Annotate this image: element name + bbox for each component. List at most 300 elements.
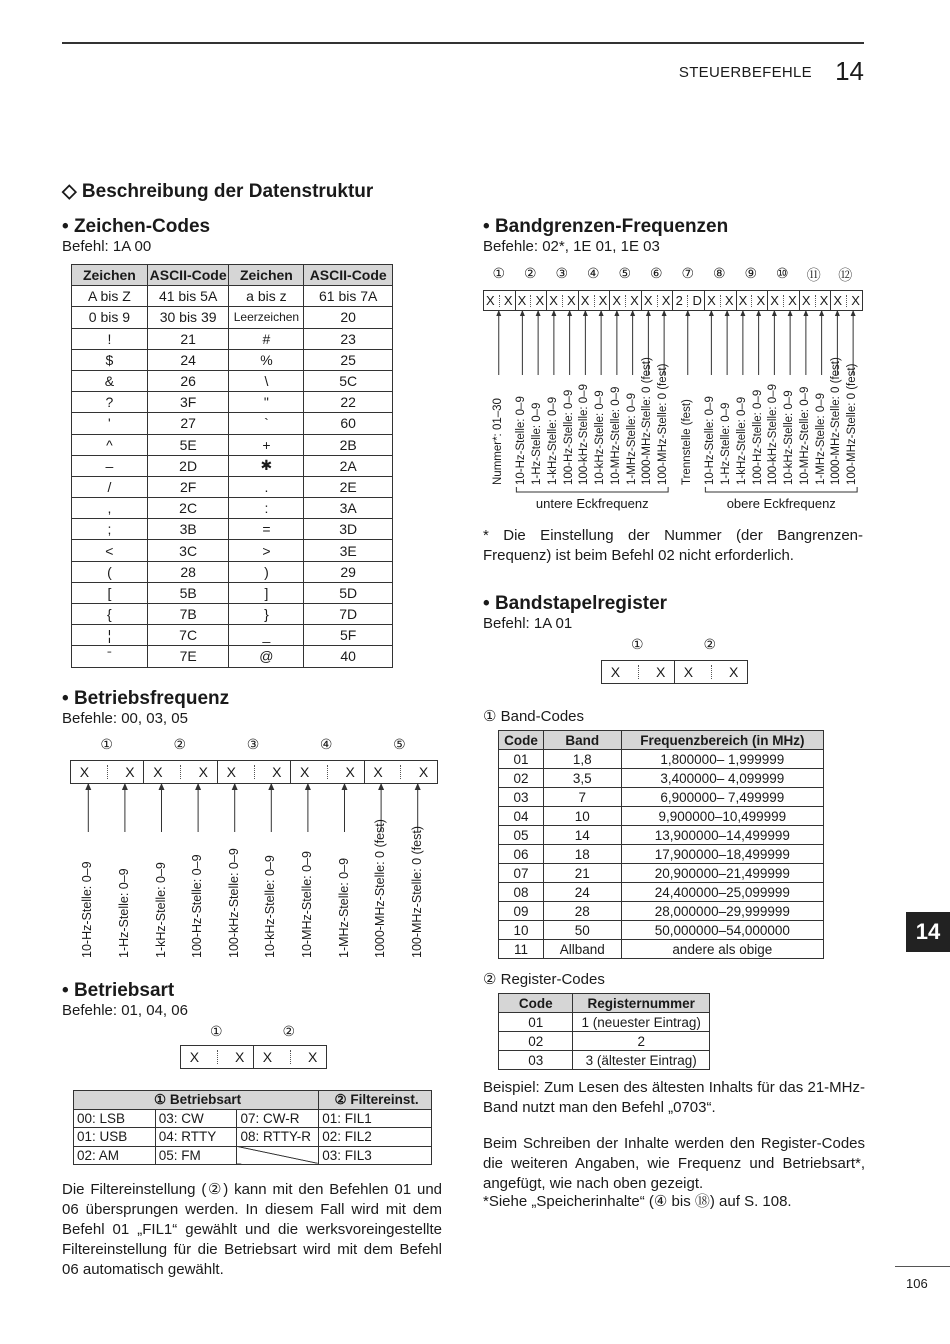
position-number: ④ [586, 265, 600, 281]
zeichen-cell: 26 [147, 370, 229, 391]
betriebsart-cell: 01: FIL1 [319, 1109, 432, 1128]
band-code-cell: 07 [499, 864, 544, 883]
section-label: STEUERBEFEHLE [678, 64, 812, 81]
digit-label: 1000-MHz-Stelle: 0 (fest) [373, 819, 388, 958]
arrow-head [583, 310, 588, 316]
zeichen-cell: 5D [304, 582, 393, 603]
digit-char: X [226, 764, 236, 780]
zeichen-cell: % [229, 349, 304, 370]
position-number: ⑨ [744, 265, 758, 281]
digit-label: 1-kHz-Stelle: 0–9 [735, 396, 748, 485]
bandgrenzen-title: • Bandgrenzen-Frequenzen [483, 216, 729, 237]
arrow-head [725, 310, 730, 316]
digit-label: 100-Hz-Stelle: 0–9 [190, 854, 205, 958]
betriebsfrequenz-title: • Betriebsfrequenz [62, 688, 230, 709]
betriebsart-row [74, 1146, 432, 1165]
digit-char: X [272, 764, 282, 780]
band-code-cell: 28,000000–29,999999 [621, 902, 823, 921]
zeichen-cell: / [72, 476, 148, 497]
digit-char: X [189, 1049, 200, 1065]
zeichen-cell: A bis Z [72, 286, 148, 307]
zeichen-row [72, 604, 393, 625]
register-code-row [499, 1013, 710, 1032]
band-code-cell: 50,000000–54,000000 [621, 921, 823, 940]
digit-char: X [79, 764, 90, 780]
zeichen-cell: 7D [304, 604, 393, 625]
zeichen-cell: 27 [147, 413, 229, 434]
zeichen-cell: 2D [147, 455, 229, 476]
band-code-row [499, 845, 824, 864]
digit-char: X [630, 293, 639, 308]
zeichen-cell: 41 bis 5A [147, 286, 229, 307]
digit-char: X [833, 293, 843, 308]
zeichen-row [72, 561, 393, 582]
bandstapel-command: Befehl: 1A 01 [483, 615, 573, 632]
zeichen-header-cell: Zeichen [229, 265, 304, 286]
digit-label: 1-Hz-Stelle: 0–9 [531, 402, 544, 485]
arrow-head [630, 310, 635, 316]
zeichen-command: Befehl: 1A 00 [62, 238, 152, 255]
arrow-head [803, 310, 808, 316]
zeichen-cell: ] [229, 582, 304, 603]
position-number: ① [100, 736, 113, 752]
zeichen-cell: 3C [147, 540, 229, 561]
zeichen-row [72, 370, 393, 391]
main-title: ◇ Beschreibung der Datenstruktur [62, 181, 374, 202]
bandgrenzen-diagram [483, 265, 867, 515]
digit-char: D [692, 293, 702, 308]
empty-cell [237, 1146, 319, 1165]
position-number: ② [173, 736, 187, 752]
band-code-cell: 1,800000– 1,999999 [621, 750, 823, 769]
register-code-cell: 02 [499, 1032, 573, 1051]
digit-char: X [567, 293, 576, 308]
zeichen-cell: 3B [147, 519, 229, 540]
position-number: ② [703, 636, 717, 652]
zeichen-cell: ✱ [229, 455, 304, 476]
band-code-cell: 10 [543, 807, 621, 826]
digit-label: Trennstelle (fest) [680, 399, 693, 485]
example-text: Beispiel: Zum Lesen des ältesten Inhalts für das 21-MHz-Band nutzt man den Befehl „0703“. [483, 1079, 865, 1116]
lower-freq-label: untere Eckfrequenz [535, 496, 649, 511]
digit-pair [602, 661, 675, 683]
register-code-cell: 3 (ältester Eintrag) [573, 1051, 710, 1070]
register-code-header-cell: Code [499, 994, 573, 1013]
digit-label: 1-kHz-Stelle: 0–9 [546, 396, 559, 485]
zeichen-cell: 2B [304, 434, 393, 455]
betriebsart-cell: 02: FIL2 [319, 1128, 432, 1147]
band-code-header-cell: Frequenzbereich (in MHz) [621, 731, 823, 750]
arrow-head [788, 310, 793, 316]
arrow-head [599, 310, 604, 316]
filter-header: ② Filtereinst. [319, 1091, 432, 1110]
zeichen-cell: } [229, 604, 304, 625]
lower-bracket [516, 487, 668, 492]
zeichen-cell: 3F [147, 392, 229, 413]
betriebsart-cell: 07: CW-R [237, 1109, 319, 1128]
digit-char: X [738, 293, 748, 308]
arrow-head [195, 783, 201, 790]
arrow-head [232, 783, 238, 790]
register-code-cell: 1 (neuester Eintrag) [573, 1013, 710, 1032]
page-number-rule [895, 1266, 950, 1267]
arrow-head [709, 310, 714, 316]
zeichen-cell: ( [72, 561, 148, 582]
register-codes-title: ② Register-Codes [483, 971, 605, 988]
band-code-row [499, 864, 824, 883]
band-code-row [499, 750, 824, 769]
digit-label: 1000-MHz-Stelle: 0 (fest) [830, 357, 843, 485]
register-codes-table [498, 993, 710, 1070]
zeichen-cell: < [72, 540, 148, 561]
digit-char: X [373, 764, 383, 780]
zeichen-cell: Leerzeichen [229, 307, 304, 328]
digit-char: X [307, 1049, 318, 1065]
digit-label: 1-kHz-Stelle: 0–9 [153, 862, 168, 958]
zeichen-cell: – [72, 455, 148, 476]
digit-label: 10-MHz-Stelle: 0–9 [609, 386, 622, 485]
zeichen-row [72, 328, 393, 349]
header-rule [62, 42, 864, 44]
zeichen-header-cell: Zeichen [72, 265, 148, 286]
digit-char: X [756, 293, 766, 308]
band-code-cell: 24,400000–25,099999 [621, 883, 823, 902]
zeichen-row [72, 519, 393, 540]
digit-char: X [610, 664, 621, 680]
arrow-head [122, 783, 128, 790]
digit-char: X [770, 293, 779, 308]
digit-label: 10-Hz-Stelle: 0–9 [80, 861, 95, 958]
digit-label: 1-Hz-Stelle: 0–9 [720, 402, 733, 485]
register-code-header-cell: Registernummer [573, 994, 710, 1013]
zeichen-row [72, 540, 393, 561]
zeichen-cell: , [72, 498, 148, 519]
betriebsart-table [73, 1090, 432, 1165]
arrow-head [415, 783, 421, 790]
band-code-cell: 3,400000– 4,099999 [621, 769, 823, 788]
position-number: ⑦ [681, 265, 695, 281]
zeichen-cell: @ [229, 646, 304, 667]
zeichen-cell: 21 [147, 328, 229, 349]
zeichen-cell: 7C [147, 625, 229, 646]
digit-char: X [655, 664, 666, 680]
position-number: ③ [555, 265, 569, 281]
band-codes-table [498, 730, 824, 959]
position-number: ① [492, 265, 506, 281]
band-code-header-cell: Code [499, 731, 544, 750]
band-code-cell: 11 [499, 940, 544, 959]
zeichen-row [72, 286, 393, 307]
betriebsart-cell: 08: RTTY-R [237, 1128, 319, 1147]
betriebsart-row [74, 1128, 432, 1147]
digit-separator [638, 665, 639, 679]
digit-char: X [580, 293, 590, 308]
band-code-row [499, 826, 824, 845]
zeichen-cell: [ [72, 582, 148, 603]
betriebsart-title: • Betriebsart [62, 980, 175, 1001]
digit-char: X [198, 764, 208, 780]
register-code-cell: 2 [573, 1032, 710, 1051]
betriebsart-diagram [180, 1023, 326, 1071]
betriebsart-cell: 01: USB [74, 1128, 156, 1147]
zeichen-cell: 7B [147, 604, 229, 625]
zeichen-cell: 5E [147, 434, 229, 455]
zeichen-cell: 61 bis 7A [304, 286, 393, 307]
band-code-cell: 04 [499, 807, 544, 826]
arrow-head [85, 783, 91, 790]
digit-char: X [153, 764, 163, 780]
arrow-head [268, 783, 274, 790]
zeichen-cell: . [229, 476, 304, 497]
digit-label: 1-MHz-Stelle: 0–9 [814, 392, 827, 485]
digit-label: Nummer*: 01–30 [491, 398, 504, 485]
zeichen-row [72, 498, 393, 519]
arrow-head [819, 310, 824, 316]
betriebsart-cell: 00: LSB [74, 1109, 156, 1128]
zeichen-cell: 20 [304, 307, 393, 328]
digit-char: X [300, 764, 310, 780]
band-code-row [499, 940, 824, 959]
band-code-cell: 20,900000–21,499999 [621, 864, 823, 883]
register-code-row [499, 1032, 710, 1051]
digit-char: X [598, 293, 608, 308]
arrow-head [536, 310, 541, 316]
digit-char: X [517, 293, 527, 308]
zeichen-cell: : [229, 498, 304, 519]
band-code-cell: Allband [543, 940, 621, 959]
digit-char: X [643, 293, 653, 308]
zeichen-cell: 29 [304, 561, 393, 582]
band-code-cell: 28 [543, 902, 621, 921]
digit-separator [217, 1050, 218, 1064]
band-code-cell: 1,8 [543, 750, 621, 769]
zeichen-cell: 5F [304, 625, 393, 646]
digit-char: X [801, 293, 811, 308]
digit-label: 1-Hz-Stelle: 0–9 [116, 868, 131, 958]
zeichen-cell: = [229, 519, 304, 540]
zeichen-table [71, 264, 393, 668]
register-code-row [499, 1051, 710, 1070]
band-code-row [499, 769, 824, 788]
zeichen-cell: + [229, 434, 304, 455]
digit-label: 100-MHz-Stelle: 0 (fest) [657, 363, 670, 485]
zeichen-cell: 7E [147, 646, 229, 667]
band-code-header-cell: Band [543, 731, 621, 750]
register-code-cell: 03 [499, 1051, 573, 1070]
chapter-tab: 14 [906, 912, 950, 952]
zeichen-cell: 28 [147, 561, 229, 582]
position-number: ② [523, 265, 537, 281]
band-code-cell: 05 [499, 826, 544, 845]
betriebsfrequenz-diagram [70, 736, 436, 966]
zeichen-cell: $ [72, 349, 148, 370]
arrow-head [646, 310, 651, 316]
position-number: ⑫ [838, 267, 853, 283]
band-code-cell: 03 [499, 788, 544, 807]
digit-label: 1-MHz-Stelle: 0–9 [625, 392, 638, 485]
digit-char: X [724, 293, 734, 308]
digit-label: 10-MHz-Stelle: 0–9 [299, 851, 314, 958]
chapter-number: 14 [835, 56, 864, 86]
zeichen-cell: ) [229, 561, 304, 582]
zeichen-cell: 2E [304, 476, 393, 497]
band-code-cell: andere als obige [621, 940, 823, 959]
zeichen-cell: 23 [304, 328, 393, 349]
zeichen-cell: 25 [304, 349, 393, 370]
arrow-head [551, 310, 556, 316]
digit-char: X [503, 293, 513, 308]
reference-text: *Siehe „Speicherinhalte“ (④ bis ⑱) auf S. 108. [483, 1193, 792, 1210]
band-code-row [499, 921, 824, 940]
band-code-cell: 7 [543, 788, 621, 807]
zeichen-cell: 22 [304, 392, 393, 413]
digit-char: X [707, 293, 716, 308]
digit-char: X [549, 293, 558, 308]
betriebsart-cell: 04: RTTY [155, 1128, 237, 1147]
band-code-cell: 21 [543, 864, 621, 883]
position-number: ③ [246, 736, 260, 752]
zeichen-cell: ^ [72, 434, 148, 455]
betriebsart-cell: 03: CW [155, 1109, 237, 1128]
band-code-cell: 18 [543, 845, 621, 864]
band-code-cell: 6,900000– 7,499999 [621, 788, 823, 807]
zeichen-cell: ; [72, 519, 148, 540]
zeichen-cell: 2F [147, 476, 229, 497]
band-code-cell: 50 [543, 921, 621, 940]
band-code-cell: 10 [499, 921, 544, 940]
position-number: ⑪ [806, 267, 821, 283]
digit-char: X [418, 764, 429, 780]
arrow-head [378, 783, 384, 790]
digit-char: X [486, 293, 495, 308]
arrow-head [772, 310, 777, 316]
zeichen-row [72, 455, 393, 476]
zeichen-cell: ? [72, 392, 148, 413]
band-codes-title: ① Band-Codes [483, 708, 585, 725]
digit-label: 100-MHz-Stelle: 0 (fest) [409, 826, 424, 958]
position-number: ⑥ [649, 265, 663, 281]
zeichen-cell: 3D [304, 519, 393, 540]
zeichen-title: • Zeichen-Codes [62, 216, 211, 237]
digit-label: 10-Hz-Stelle: 0–9 [515, 396, 528, 485]
zeichen-row [72, 307, 393, 328]
page-number: 106 [906, 1276, 928, 1291]
zeichen-cell: 40 [304, 646, 393, 667]
digit-label: 100-kHz-Stelle: 0–9 [767, 384, 780, 485]
arrow-head [662, 310, 667, 316]
digit-label: 100-MHz-Stelle: 0 (fest) [846, 363, 859, 485]
digit-separator [711, 665, 712, 679]
band-code-cell: 01 [499, 750, 544, 769]
zeichen-header-cell: ASCII-Code [147, 265, 229, 286]
betriebsart-command: Befehle: 01, 04, 06 [62, 1002, 188, 1019]
zeichen-cell: 24 [147, 349, 229, 370]
band-code-row [499, 902, 824, 921]
bandstapel-title: • Bandstapelregister [483, 593, 668, 614]
digit-char: X [345, 764, 355, 780]
zeichen-cell: ¦ [72, 625, 148, 646]
zeichen-row [72, 582, 393, 603]
digit-pair [181, 1046, 254, 1068]
zeichen-cell: 30 bis 39 [147, 307, 229, 328]
zeichen-row [72, 434, 393, 455]
zeichen-cell: ` [229, 413, 304, 434]
digit-label: 1-MHz-Stelle: 0–9 [336, 857, 351, 958]
zeichen-cell: 0 bis 9 [72, 307, 148, 328]
write-text: Beim Schreiben der Inhalte werden den Register-Codes die weiteren Angaben, wie Frequenz und Betriebsart*, angefügt, wie nach oben gezeigt. [483, 1135, 865, 1192]
arrow-head [685, 310, 690, 316]
zeichen-cell: ' [72, 413, 148, 434]
digit-label: 100-Hz-Stelle: 0–9 [751, 389, 764, 485]
bandstapel-diagram [601, 636, 747, 684]
arrow-head [851, 310, 856, 316]
zeichen-cell: ! [72, 328, 148, 349]
betriebsart-cell: 03: FIL3 [319, 1146, 432, 1165]
digit-char: X [535, 293, 545, 308]
band-code-row [499, 788, 824, 807]
band-code-cell: 08 [499, 883, 544, 902]
band-code-cell: 24 [543, 883, 621, 902]
betriebsart-header: ① Betriebsart [74, 1091, 319, 1110]
zeichen-cell: \ [229, 370, 304, 391]
arrow-head [740, 310, 745, 316]
digit-separator [290, 1050, 291, 1064]
digit-box-row [180, 1045, 327, 1069]
zeichen-row [72, 413, 393, 434]
digit-char: X [262, 1049, 273, 1065]
digit-pair [675, 661, 747, 683]
arrow-head [614, 310, 619, 316]
band-code-row [499, 807, 824, 826]
zeichen-cell: > [229, 540, 304, 561]
diamond-icon: ◇ [62, 181, 77, 202]
zeichen-cell: & [72, 370, 148, 391]
band-code-cell: 13,900000–14,499999 [621, 826, 823, 845]
digit-char: X [612, 293, 622, 308]
digit-char: X [788, 293, 797, 308]
position-number: ① [630, 636, 644, 652]
zeichen-row [72, 476, 393, 497]
betriebsart-row [74, 1109, 432, 1128]
zeichen-row [72, 646, 393, 667]
band-code-cell: 9,900000–10,499999 [621, 807, 823, 826]
digit-char: X [851, 293, 860, 308]
arrow-head [835, 310, 840, 316]
zeichen-cell: 2C [147, 498, 229, 519]
position-number: ① [209, 1023, 223, 1039]
position-number: ④ [319, 736, 333, 752]
zeichen-cell: 3A [304, 498, 393, 519]
band-code-cell: 14 [543, 826, 621, 845]
betriebsart-paragraph: Die Filtereinstellung (②) kann mit den Befehlen 01 und 06 übersprungen werden. In diesem Fall wird mit dem Befehl 01 „FIL1“ gewählt und die werksvoreingestellte Filtereinstellung für die Betriebsart wird mit dem Befehl 06 automatisch gewählt. [62, 1181, 442, 1278]
band-code-cell: 06 [499, 845, 544, 864]
betriebsfrequenz-command: Befehle: 00, 03, 05 [62, 710, 188, 727]
zeichen-cell: a bis z [229, 286, 304, 307]
band-code-cell: 09 [499, 902, 544, 921]
zeichen-row [72, 349, 393, 370]
digit-label: 10-Hz-Stelle: 0–9 [704, 396, 717, 485]
band-code-cell: 17,900000–18,499999 [621, 845, 823, 864]
digit-label: 10-kHz-Stelle: 0–9 [263, 855, 278, 958]
digit-label: 10-kHz-Stelle: 0–9 [783, 390, 796, 485]
bandgrenzen-command: Befehle: 02*, 1E 01, 1E 03 [483, 238, 660, 255]
band-code-row [499, 883, 824, 902]
arrow-head [520, 310, 525, 316]
digit-pair [254, 1046, 326, 1068]
zeichen-cell: # [229, 328, 304, 349]
digit-char: X [234, 1049, 245, 1065]
arrow-head [496, 310, 501, 316]
